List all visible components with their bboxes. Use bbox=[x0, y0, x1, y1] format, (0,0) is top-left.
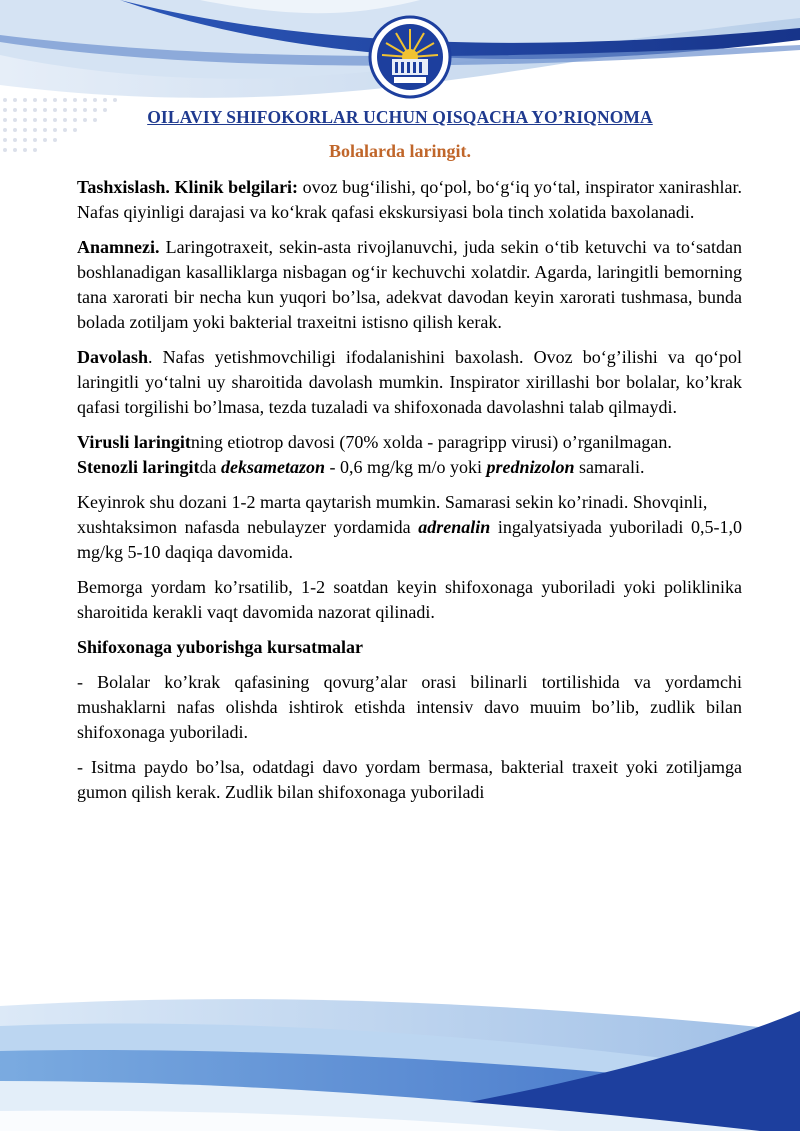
paragraph-treatment bbox=[77, 345, 742, 420]
paragraph-viral-laryngitis bbox=[77, 430, 742, 480]
paragraph-diagnosis bbox=[77, 175, 742, 225]
paragraph-text: ovoz bug‘ilishi, qo‘pol, bo‘g‘iq yo‘tal, inspirator xanirashlar. Nafas qiyinligi darajasi va ko‘krak qafasi ekskursiyasi bola tinch xolatida baxolanadi. bbox=[77, 177, 743, 222]
document-subtitle: Bolalarda laringit. bbox=[328, 141, 471, 161]
drug-name: adrenalin bbox=[418, 517, 491, 537]
paragraph-text: . Nafas yetishmovchiligi ifodalanishini baxolash. Ovoz bo‘g’ilishi va qo‘pol laringitli yo‘talni uy sharoitida davolash mumkin. Inspirator xirillashi bor bolalar, ko’krak qafasi torgilishi bo’lmasa, tezda tuzaladi va shifoxonada davolashni talab qilmaydi. bbox=[77, 347, 742, 417]
paragraph-text: Keyinrok shu dozani 1-2 marta qaytarish mumkin. Samarasi sekin ko’rinadi. Shovqinli, bbox=[77, 492, 708, 512]
drug-name: prednizolon bbox=[486, 457, 575, 477]
paragraph-lead: Virusli laringit bbox=[77, 432, 191, 452]
paragraph-followup bbox=[77, 575, 742, 625]
paragraph-lead: Stenozli laringit bbox=[77, 457, 200, 477]
section-heading bbox=[77, 635, 742, 660]
paragraph-text: - 0,6 mg/kg m/o yoki bbox=[325, 457, 487, 477]
paragraph-lead: Anamnezi. bbox=[77, 237, 160, 257]
document-title: OILAVIY SHIFOKORLAR UCHUN QISQACHA YO’RIQNOMA bbox=[147, 107, 653, 127]
paragraph-text: xushtaksimon nafasda nebulayzer yordamida bbox=[77, 517, 419, 537]
heading-text: Shifoxonaga yuborishga kursatmalar bbox=[77, 637, 364, 657]
paragraph-lead: Davolash bbox=[77, 347, 149, 367]
paragraph-text: samarali. bbox=[574, 457, 645, 477]
paragraph-repeat-dose bbox=[77, 490, 742, 565]
paragraph-lead: Tashxislash. Klinik belgilari: bbox=[77, 177, 299, 197]
paragraph-text: ning etiotrop davosi (70% xolda - paragripp virusi) o’rganilmagan. bbox=[190, 432, 672, 452]
institution-emblem-logo bbox=[368, 15, 452, 99]
paragraph-text: Laringotraxeit, sekin-asta rivojlanuvchi, juda sekin o‘tib ketuvchi va to‘satdan boshlanadigan kasalliklarga nisbagan og‘ir kechuvchi xolatdir. Agarda, laringitli bemorning tana xarorati bir necha kun yuqori bo’lsa, adekvat davodan keyin xarorati tushmasa, bunda bolada zotiljam yoki bakterial traxeitni istisno qilish kerak. bbox=[77, 237, 742, 332]
paragraph-text: - Isitma paydo bo’lsa, odatdagi davo yordam bermasa, bakterial traxeit yoki zotiljamga gumon qilish kerak. Zudlik bilan shifoxonaga yuboriladi bbox=[77, 757, 742, 802]
paragraph-indication-1 bbox=[77, 670, 742, 745]
paragraph-text: da bbox=[199, 457, 221, 477]
paragraph-text: - Bolalar ko’krak qafasining qovurg’alar orasi bilinarli tortilishida va yordamchi mushaklarni nafas olishda ishtirok etishda intensiv davo muuim bo’lib, zudlik bilan shifoxonaga yuboriladi. bbox=[77, 672, 742, 742]
paragraph-text: ingalyatsiyada yuboriladi 0,5-1,0 mg/kg 5-10 daqiqa davomida. bbox=[77, 517, 742, 562]
paragraph-indication-2 bbox=[77, 755, 742, 805]
document-body bbox=[77, 175, 742, 805]
paragraph-text: Bemorga yordam ko’rsatilib, 1-2 soatdan keyin shifoxonaga yuboriladi yoki poliklinika sharoitida kerakli vaqt davomida nazorat qilinadi. bbox=[77, 577, 742, 622]
paragraph-anamnesis bbox=[77, 235, 742, 335]
footer-wave-decoration bbox=[0, 981, 800, 1131]
drug-name: deksametazon bbox=[221, 457, 326, 477]
